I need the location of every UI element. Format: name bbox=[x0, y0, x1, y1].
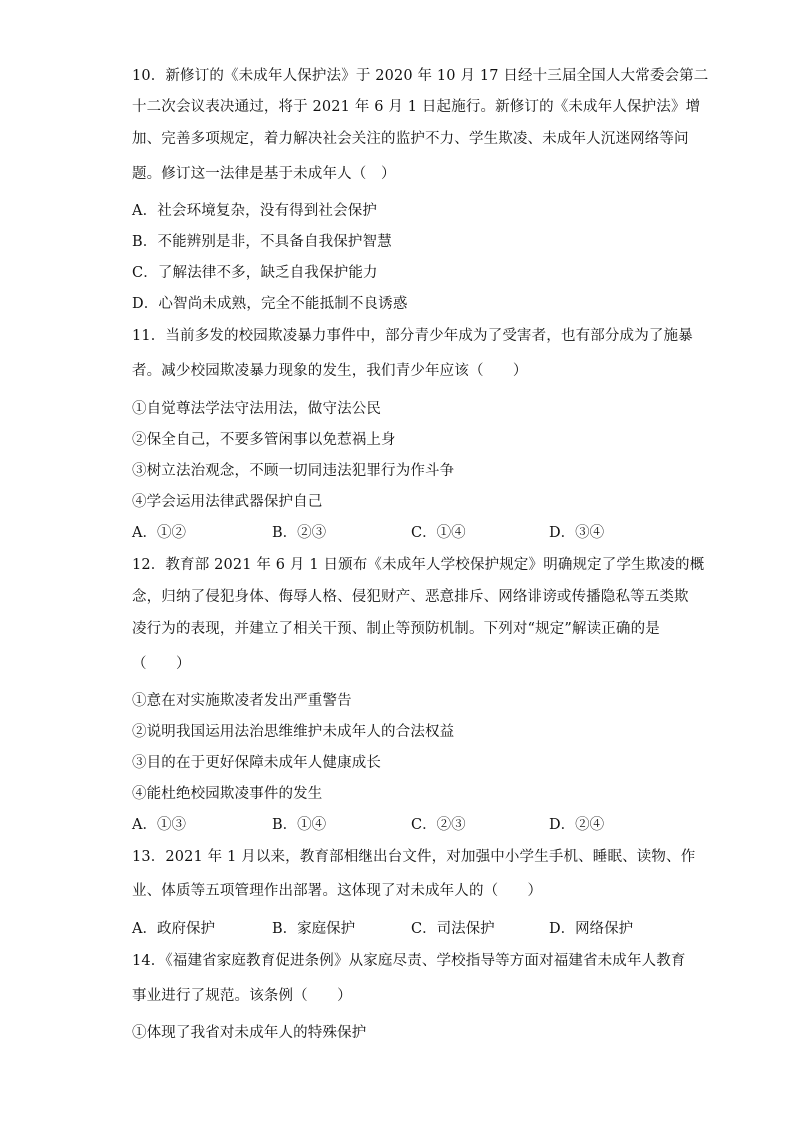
question-12-line-3: 凌行为的表现，并建立了相关干预、制止等预防机制。下列对“规定”解读正确的是 bbox=[132, 621, 660, 637]
question-10-option-c: C．了解法律不多，缺乏自我保护能力 bbox=[132, 265, 378, 281]
question-14-line-1: 14．《福建省家庭教育促进条例》从家庭尽责、学校指导等方面对福建省未成年人教育 bbox=[132, 953, 686, 969]
question-12-statement-4: ④能杜绝校园欺凌事件的发生 bbox=[132, 786, 323, 802]
question-12-statement-3: ③目的在于更好保障未成年人健康成长 bbox=[132, 755, 382, 771]
question-12-choice-a: A．①③ bbox=[132, 817, 186, 833]
question-12-choice-d: D．②④ bbox=[549, 817, 605, 833]
question-12-line-2: 念，归纳了侵犯身体、侮辱人格、侵犯财产、恶意排斥、网络诽谤或传播隐私等五类欺 bbox=[132, 589, 689, 605]
question-11-statement-1: ①自觉尊法学法守法用法，做守法公民 bbox=[132, 401, 382, 417]
question-11-line-1: 11．当前多发的校园欺凌暴力事件中，部分青少年成为了受害者，也有部分成为了施暴 bbox=[132, 328, 693, 344]
question-14-line-2: 事业进行了规范。该条例（ ） bbox=[132, 988, 352, 1004]
question-10-option-b: B．不能辨别是非，不具备自我保护智慧 bbox=[132, 234, 392, 250]
question-11-choice-c: C．①④ bbox=[411, 525, 466, 541]
question-10-option-a: A．社会环境复杂，没有得到社会保护 bbox=[132, 203, 378, 219]
question-12-line-4: （ ） bbox=[132, 656, 191, 672]
question-13-choice-b: B．家庭保护 bbox=[272, 921, 356, 937]
question-13-line-2: 业、体质等五项管理作出部署。这体现了对未成年人的（ ） bbox=[132, 883, 543, 899]
question-11-choice-a: A．①② bbox=[132, 525, 186, 541]
question-11-choice-d: D．③④ bbox=[549, 525, 605, 541]
question-11-statement-4: ④学会运用法律武器保护自己 bbox=[132, 494, 323, 510]
question-10-line-1: 10．新修订的《未成年人保护法》于 2020 年 10 月 17 日经十三届全国人大常委会第二 bbox=[132, 68, 709, 84]
question-12-statement-1: ①意在对实施欺凌者发出严重警告 bbox=[132, 693, 352, 709]
question-11-line-2: 者。减少校园欺凌暴力现象的发生，我们青少年应该（ ） bbox=[132, 363, 528, 379]
question-11-statement-2: ②保全自己，不要多管闲事以免惹祸上身 bbox=[132, 432, 396, 448]
question-10-line-2: 十二次会议表决通过，将于 2021 年 6 月 1 日起施行。新修订的《未成年人保护法》增 bbox=[132, 99, 701, 115]
question-14-statement-1: ①体现了我省对未成年人的特殊保护 bbox=[132, 1025, 367, 1041]
question-12-line-1: 12．教育部 2021 年 6 月 1 日颁布《未成年人学校保护规定》明确规定了学生欺凌的概 bbox=[132, 557, 705, 573]
question-12-choice-c: C．②③ bbox=[411, 817, 466, 833]
question-13-choice-a: A．政府保护 bbox=[132, 921, 215, 937]
question-10-line-4: 题。修订这一法律是基于未成年人（ ） bbox=[132, 166, 396, 182]
question-10-option-d: D．心智尚未成熟，完全不能抵制不良诱惑 bbox=[132, 296, 408, 312]
question-10-line-3: 加、完善多项规定，着力解决社会关注的监护不力、学生欺凌、未成年人沉迷网络等问 bbox=[132, 131, 689, 147]
question-11-choice-b: B．②③ bbox=[272, 525, 327, 541]
question-11-statement-3: ③树立法治观念，不顾一切同违法犯罪行为作斗争 bbox=[132, 463, 455, 479]
question-13-choice-d: D．网络保护 bbox=[549, 921, 634, 937]
question-12-choice-b: B．①④ bbox=[272, 817, 327, 833]
question-13-choice-c: C．司法保护 bbox=[411, 921, 495, 937]
question-13-line-1: 13．2021 年 1 月以来，教育部相继出台文件，对加强中小学生手机、睡眠、读物、作 bbox=[132, 849, 696, 865]
question-12-statement-2: ②说明我国运用法治思维维护未成年人的合法权益 bbox=[132, 724, 455, 740]
